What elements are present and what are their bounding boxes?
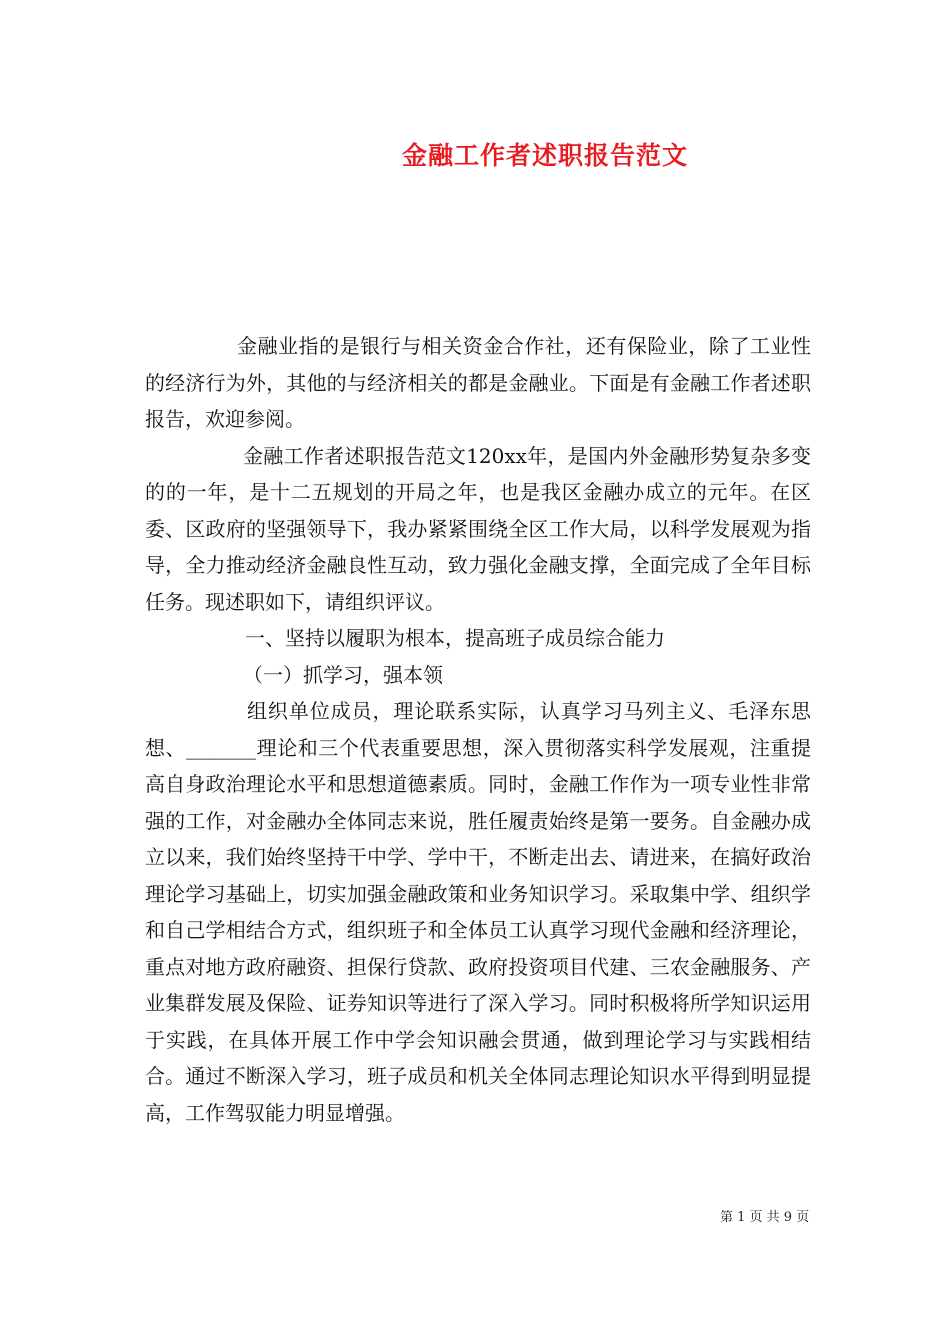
page-number-footer: 第 1 页 共 9 页 [720, 1210, 810, 1225]
intro-paragraph: 金融业指的是银行与相关资金合作社，还有保险业，除了工业性的经济行为外，其他的与经济相关的都是金融业。下面是有金融工作者述职报告，欢迎参阅。 [145, 334, 811, 431]
study-paragraph: 组织单位成员，理论联系实际，认真学习马列主义、毛泽东思想、_______理论和三个代表重要思想，深入贯彻落实科学发展观，注重提高自身政治理论水平和思想道德素质。同时，金融工作作为一项专业性非常强的工作，对金融办全体同志来说，胜任履责始终是第一要务。自金融办成立以来，我们始终坚持干中学、学中干，不断走出去、请进来，在搞好政治理论学习基础上，切实加强金融政策和业务知识学习。采取集中学、组织学和自己学相结合方式，组织班子和全体员工认真学习现代金融和经济理论，重点对地方政府融资、担保行贷款、政府投资项目代建、三农金融服务、产业集群发展及保险、证券知识等进行了深入学习。同时积极将所学知识运用于实践，在具体开展工作中学会知识融会贯通，做到理论学习与实践相结合。通过不断深入学习，班子成员和机关全体同志理论知识水平得到明显提高，工作驾驭能力明显增强。 [145, 699, 811, 1125]
document-body [145, 328, 811, 1131]
report-opening-paragraph: 金融工作者述职报告范文120xx年，是国内外金融形势复杂多变的的一年，是十二五规划的开局之年，也是我区金融办成立的元年。在区委、区政府的坚强领导下，我办紧紧围绕全区工作大局，以科学发展观为指导，全力推动经济金融良性互动，致力强化金融支撑，全面完成了全年目标任务。现述职如下，请组织评议。 [145, 443, 811, 614]
document-title: 金融工作者述职报告范文 [401, 141, 688, 170]
section-heading: 一、坚持以履职为根本，提高班子成员综合能力 [245, 626, 665, 650]
subsection-heading: （一）抓学习，强本领 [243, 662, 443, 687]
